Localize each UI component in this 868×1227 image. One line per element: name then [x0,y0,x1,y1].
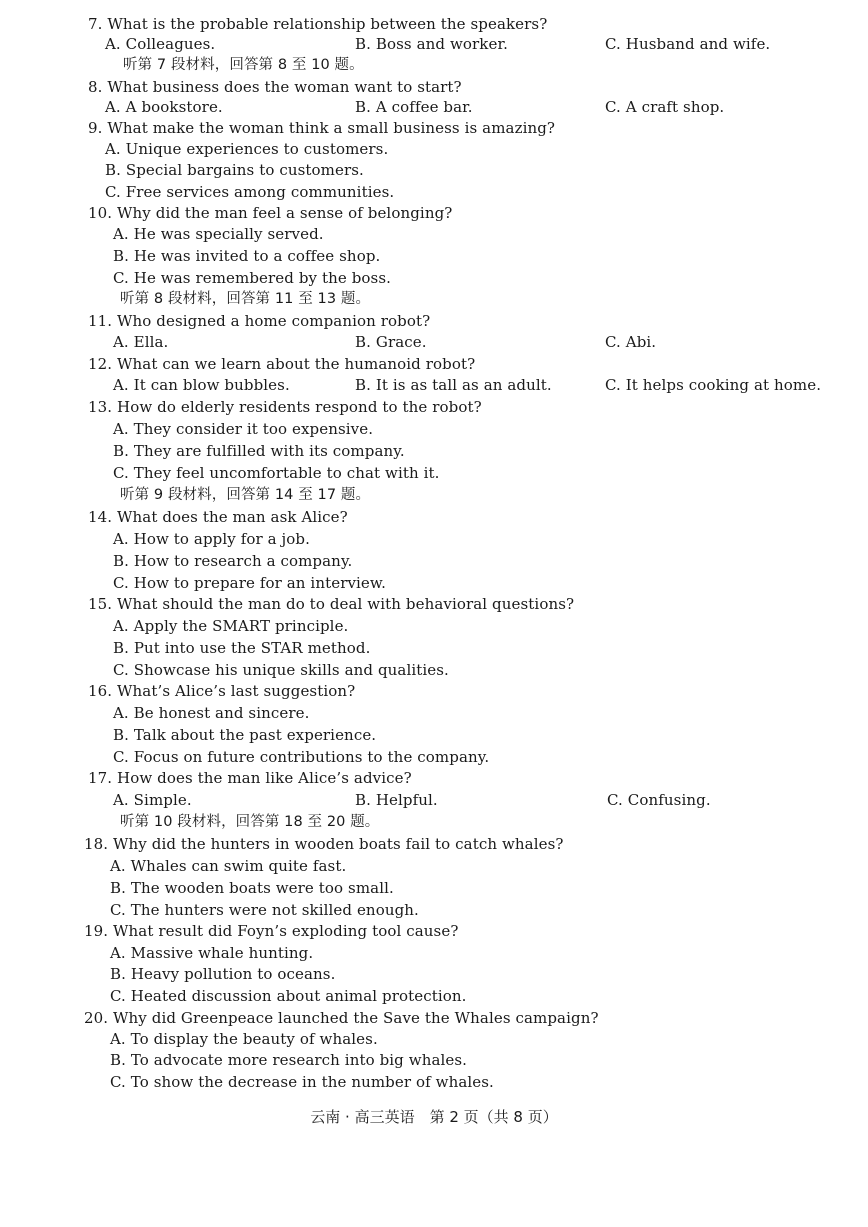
page-footer: 云南 · 高三英语 第 2 页（共 8 页） [310,1108,558,1126]
answer-option: A. Apply the SMART principle. [113,617,349,635]
answer-option: B. To advocate more research into big whales. [110,1051,468,1069]
answer-option: B. They are fulfilled with its company. [113,442,405,460]
question-stem: 7. What is the probable relationship between the speakers? [88,15,548,33]
answer-option: B. A coffee bar. [355,98,473,116]
section-instruction: 听第 9 段材料，回答第 14 至 17 题。 [120,487,371,503]
section-instruction: 听第 8 段材料，回答第 11 至 13 题。 [120,291,371,307]
answer-option: A. Simple. [113,791,192,809]
answer-option: A. They consider it too expensive. [113,420,374,438]
question-stem: 19. What result did Foyn’s exploding tool cause? [84,922,459,940]
answer-option: B. Talk about the past experience. [113,726,377,744]
question-stem: 17. How does the man like Alice’s advice? [88,769,412,787]
answer-option: B. Special bargains to customers. [105,161,364,179]
section-instruction: 听第 7 段材料，回答第 8 至 10 题。 [123,57,364,73]
answer-option: A. Massive whale hunting. [110,944,314,962]
answer-option: C. Husband and wife. [605,35,771,53]
answer-option: C. How to prepare for an interview. [113,574,386,592]
answer-option: C. Abi. [605,333,657,351]
question-stem: 13. How do elderly residents respond to the robot? [88,398,482,416]
answer-option: A. Unique experiences to customers. [105,140,389,158]
question-stem: 18. Why did the hunters in wooden boats fail to catch whales? [84,835,564,853]
answer-option: B. Grace. [355,333,427,351]
answer-option: A. Colleagues. [105,35,216,53]
question-stem: 20. Why did Greenpeace launched the Save the Whales campaign? [84,1009,599,1027]
answer-option: A. He was specially served. [113,225,324,243]
answer-option: C. A craft shop. [605,98,725,116]
question-stem: 15. What should the man do to deal with behavioral questions? [88,595,575,613]
answer-option: C. Showcase his unique skills and qualities. [113,661,449,679]
answer-option: A. Be honest and sincere. [113,704,310,722]
answer-option: A. To display the beauty of whales. [110,1030,378,1048]
answer-option: C. Confusing. [607,791,711,809]
answer-option: A. Whales can swim quite fast. [110,857,347,875]
answer-option: C. He was remembered by the boss. [113,269,391,287]
answer-option: A. A bookstore. [105,98,223,116]
answer-option: C. Heated discussion about animal protection. [110,987,467,1005]
answer-option: B. Boss and worker. [355,35,508,53]
answer-option: B. Helpful. [355,791,438,809]
question-stem: 9. What make the woman think a small business is amazing? [88,119,556,137]
answer-option: B. The wooden boats were too small. [110,879,394,897]
question-stem: 12. What can we learn about the humanoid robot? [88,355,476,373]
answer-option: C. Focus on future contributions to the company. [113,748,490,766]
answer-option: B. He was invited to a coffee shop. [113,247,381,265]
question-stem: 11. Who designed a home companion robot? [88,312,431,330]
question-stem: 8. What business does the woman want to start? [88,78,462,96]
answer-option: B. How to research a company. [113,552,353,570]
question-stem: 16. What’s Alice’s last suggestion? [88,682,356,700]
answer-option: B. Put into use the STAR method. [113,639,371,657]
section-instruction: 听第 10 段材料，回答第 18 至 20 题。 [120,814,380,830]
answer-option: A. Ella. [113,333,169,351]
answer-option: C. To show the decrease in the number of whales. [110,1073,494,1091]
question-stem: 14. What does the man ask Alice? [88,508,348,526]
answer-option: C. The hunters were not skilled enough. [110,901,419,919]
answer-option: C. They feel uncomfortable to chat with it. [113,464,440,482]
answer-option: B. It is as tall as an adult. [355,376,552,394]
answer-option: C. Free services among communities. [105,183,395,201]
answer-option: A. How to apply for a job. [113,530,310,548]
answer-option: C. It helps cooking at home. [605,376,822,394]
answer-option: B. Heavy pollution to oceans. [110,965,336,983]
question-stem: 10. Why did the man feel a sense of belonging? [88,204,453,222]
answer-option: A. It can blow bubbles. [113,376,290,394]
